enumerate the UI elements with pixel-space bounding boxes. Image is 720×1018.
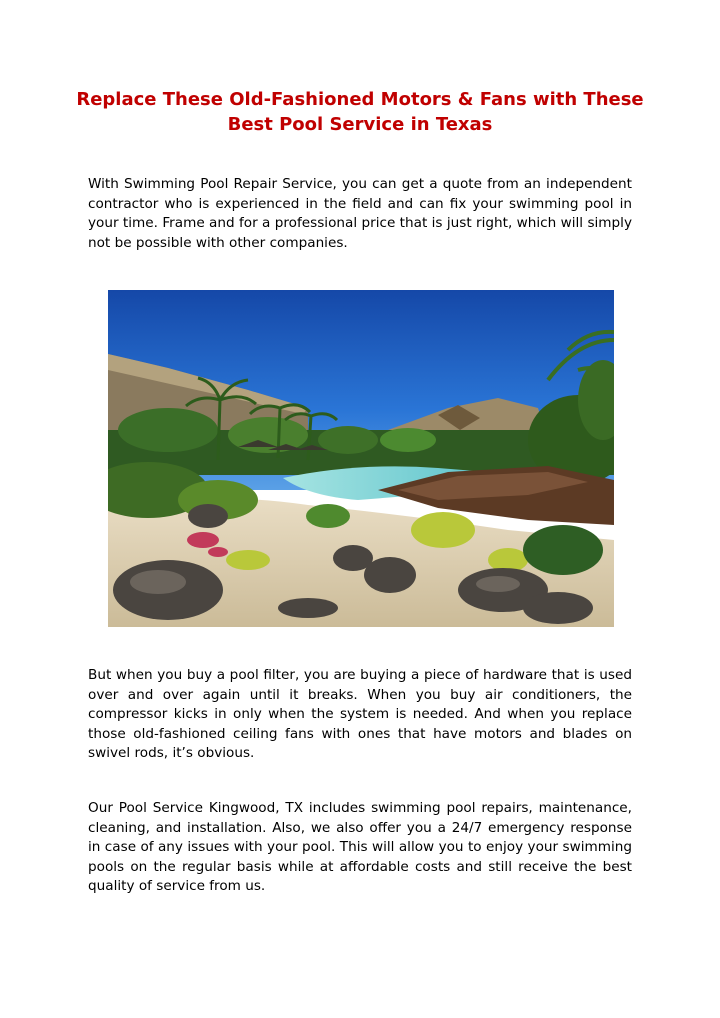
- paragraph-filter: But when you buy a pool filter, you are buying a piece of hardware that is used over and over again until it breaks. When you buy air conditioners, the compressor kicks in only when the system is needed. And when you replace those old-fashioned ceiling fans with ones that have motors and blades on swivel rods, it’s obvious.: [88, 667, 632, 761]
- resort-pool-photo: [108, 290, 614, 627]
- paragraph-kingwood: Our Pool Service Kingwood, TX includes swimming pool repairs, maintenance, cleaning, and installation. Also, we also offer you a 24/7 emergency response in case of any issues with your pool. This will allow you to enjoy your swimming pools on the regular basis while at affordable costs and still receive the best quality of service from us.: [88, 800, 632, 894]
- page-title: Replace These Old-Fashioned Motors & Fans with These Best Pool Service in Texas: [76, 89, 644, 135]
- paragraph-intro: With Swimming Pool Repair Service, you can get a quote from an independent contractor who is experienced in the field and can fix your swimming pool in your time. Frame and for a professional price that is just right, which will simply not be possible with other companies.: [88, 176, 632, 251]
